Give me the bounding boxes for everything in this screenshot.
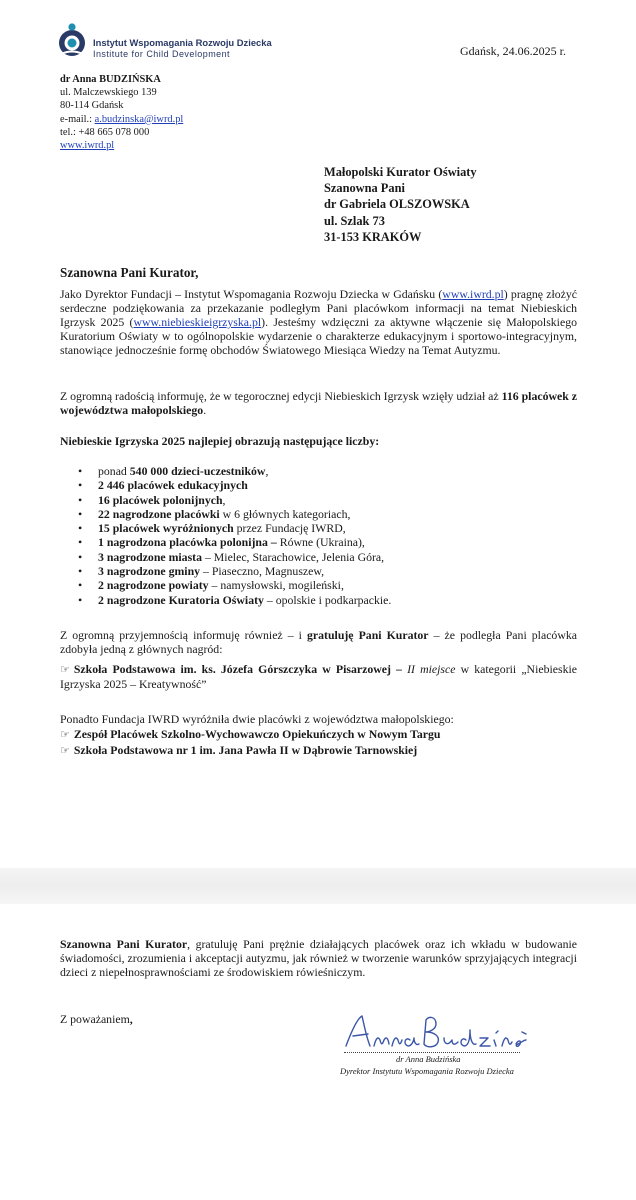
text-run-bold: 22 nagrodzone placówki (98, 506, 220, 521)
list-item (98, 493, 578, 507)
sender-street: ul. Malczewskiego 139 (60, 87, 157, 99)
award-category: w kategorii „Niebieskie Igrzyska 2025 – Kreatywność” (60, 662, 577, 692)
text-run: Z ogromną przyjemnością informuję również – i (60, 628, 308, 642)
recipient-line: 31-153 KRAKÓW (324, 229, 422, 244)
text-run: , (222, 492, 226, 507)
paragraph-distinctions: Ponadto Fundacja IWRD wyróżniła dwie placówki z województwa małopolskiego: (60, 712, 454, 726)
text-run: – Mielec, Starachowice, Jelenia Góra, (202, 549, 385, 564)
list-item (98, 564, 578, 578)
text-run-bold: 116 placówek z województwa małopolskiego (60, 389, 577, 418)
letter-date: Gdańsk, 24.06.2025 r. (460, 44, 566, 58)
list-item (98, 464, 578, 478)
text-run-bold: 15 placówek wyróżnionych (98, 521, 234, 536)
text-run-bold: 16 placówek polonijnych (98, 492, 223, 507)
niebieskie-igrzyska-link[interactable]: www.niebieskieigrzyska.pl (133, 315, 262, 330)
text-run: – Piaseczno, Magnuszew, (200, 564, 325, 579)
text-run: Jako Dyrektor Fundacji – Instytut Wspomagania Rozwoju Dziecka w Gdańsku ( (60, 287, 443, 301)
distinction-school: Szkoła Podstawowa nr 1 im. Jana Pawła II w Dąbrowie Tarnowskiej (73, 743, 418, 757)
text-run: Równe (Ukraina), (276, 535, 365, 550)
text-run-bold: 2 nagrodzone powiaty (98, 578, 209, 593)
list-item (98, 521, 578, 535)
text-run-bold: 1 nagrodzona placówka polonijna – (98, 535, 277, 550)
signatory-title: Dyrektor Instytutu Wspomagania Rozwoju Dziecka (340, 1066, 514, 1076)
logo-name-en: Institute for Child Development (93, 49, 231, 59)
list-item (98, 578, 578, 592)
recipient-line: ul. Szlak 73 (324, 213, 385, 228)
award-entry (60, 662, 577, 691)
text-run: Z poważaniem (60, 1012, 130, 1026)
list-item (98, 478, 578, 492)
paragraph-intro (60, 287, 577, 357)
text-run-bold: gratuluję Pani Kurator (307, 628, 429, 642)
distinction-school: Zespół Placówek Szkolno-Wychowawczo Opiekuńczych w Nowym Targu (73, 727, 441, 741)
iwrd-link[interactable]: www.iwrd.pl (442, 287, 504, 301)
paragraph-closing-remarks (60, 937, 577, 979)
list-item (98, 593, 578, 607)
text-run: ponad (98, 464, 130, 478)
stats-list (60, 464, 578, 607)
sender-block (60, 73, 183, 152)
recipient-line: Małopolski Kurator Oświaty (324, 165, 477, 179)
text-run: – namysłowski, mogileński, (208, 578, 344, 593)
institute-logo (58, 22, 272, 64)
text-run: – (390, 662, 408, 676)
handwritten-signature (340, 1010, 530, 1056)
list-item (98, 550, 578, 564)
email-label: e-mail.: (60, 113, 93, 125)
text-run: , gratuluję Pani prężnie działających placówek oraz ich wkładu w budowanie świadomości, zrozumienia i akceptacji autyzmu, jak również w tworzenie warunków sprzyjających integracji dzieci z niepełnosprawnościami ze środowiskiem rówieśniczym. (60, 937, 577, 980)
text-run-bold: Szanowna Pani Kurator (60, 937, 188, 951)
award-place: II miejsce (407, 662, 456, 676)
text-run-bold: 3 nagrodzone miasta (98, 549, 202, 564)
signature-line (344, 1052, 520, 1053)
salutation: Szanowna Pani Kurator, (60, 265, 199, 280)
sender-city: 80-114 Gdańsk (60, 100, 124, 112)
text-run: przez Fundację IWRD, (233, 521, 346, 536)
sender-phone: tel.: +48 665 078 000 (60, 126, 150, 138)
recipient-line: Szanowna Pani (324, 181, 405, 196)
award-school: Szkoła Podstawowa im. ks. Józefa Górszczyka w Pisarzowej (73, 662, 391, 676)
distinction-item (60, 743, 417, 758)
text-run: ) pragnę złożyć serdeczne podziękowania za przekazanie podległym Pani placówkom informacji na temat Niebieskich Igrzysk 2025 ( (60, 287, 577, 330)
sender-email-link[interactable]: a.budzinska@iwrd.pl (94, 113, 184, 125)
text-run: , (129, 1012, 133, 1026)
text-run-bold: 2 nagrodzone Kuratoria Oświaty (98, 592, 264, 607)
list-item (98, 507, 578, 521)
text-run: – opolskie i podkarpackie. (263, 592, 392, 607)
sender-website-link[interactable]: www.iwrd.pl (60, 140, 115, 152)
stats-heading: Niebieskie Igrzyska 2025 najlepiej obrazują następujące liczby: (60, 434, 380, 448)
sender-email-row (60, 113, 183, 126)
recipient-block (324, 164, 477, 245)
text-run-bold: 3 nagrodzone gminy (98, 564, 201, 579)
logo-name-pl: Instytut Wspomagania Rozwoju Dziecka (93, 37, 272, 48)
distinction-item (60, 727, 440, 742)
pointing-hand-icon: ☞ (60, 663, 70, 676)
page-break (0, 868, 636, 904)
closing-phrase (60, 1012, 133, 1027)
list-item (98, 535, 578, 549)
signatory-name: dr Anna Budzińska (396, 1054, 461, 1064)
pointing-hand-icon: ☞ (60, 728, 70, 741)
text-run: , (265, 464, 269, 478)
text-run: . (203, 403, 207, 418)
paragraph-congratulations (60, 628, 577, 656)
sender-name: dr Anna BUDZIŃSKA (60, 74, 161, 85)
text-run: – że podległa Pani placówka zdobyła jedną z głównych nagród: (60, 628, 577, 657)
text-run-bold: 540 000 dzieci-uczestników (129, 464, 266, 478)
iwrd-logo-icon (58, 22, 90, 62)
pointing-hand-icon: ☞ (60, 744, 70, 757)
paragraph-participation (60, 389, 577, 417)
text-run: ). Jesteśmy wdzięczni za aktywne włączenie się Małopolskiego Kuratorium Oświaty w to ogólnopolskie wydarzenie o charakterze edukacyjnym i sportowo-integracyjnym, stanowiące jednocześnie formę obchodów Światowego Miesiąca Wiedzy na Temat Autyzmu. (60, 315, 577, 358)
text-run: w 6 głównych kategoriach, (219, 506, 351, 521)
text-run-bold: 2 446 placówek edukacyjnych (98, 478, 248, 493)
text-run: Z ogromną radością informuję, że w tegorocznej edycji Niebieskich Igrzysk wzięły udział aż (60, 389, 502, 403)
recipient-line: dr Gabriela OLSZOWSKA (324, 197, 470, 212)
